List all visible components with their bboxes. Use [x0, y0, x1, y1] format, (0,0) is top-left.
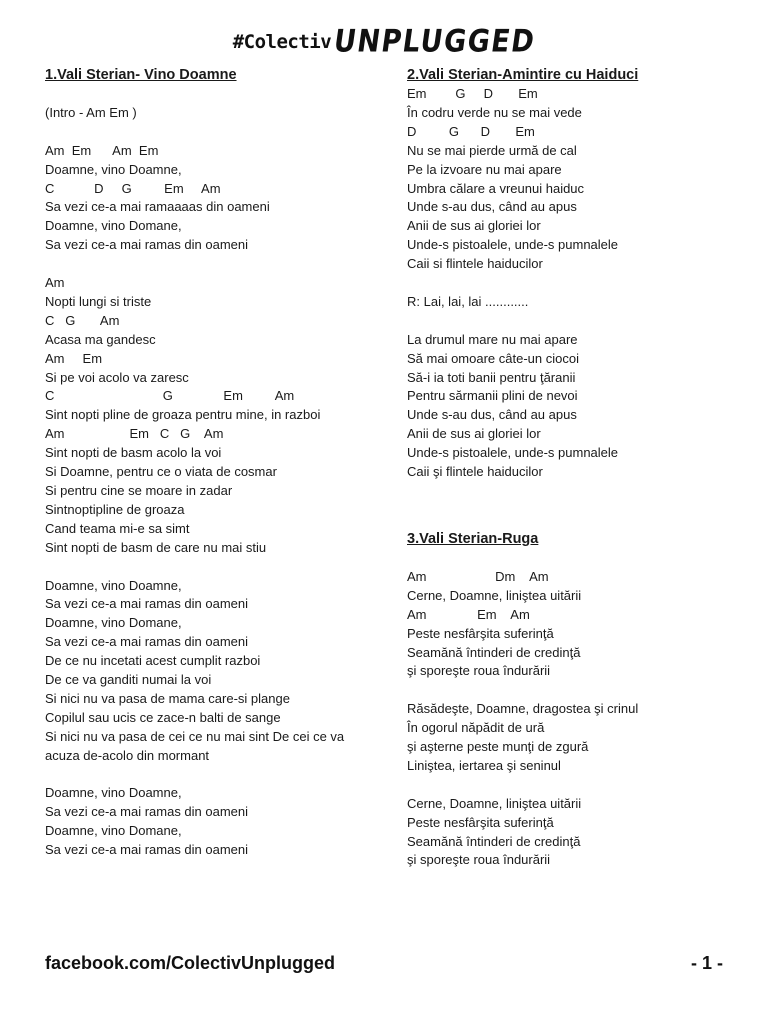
- lyric-line: De ce nu incetati acest cumplit razboi: [45, 653, 261, 669]
- lyric-line: Am Em: [45, 350, 103, 366]
- song-title: 1.Vali Sterian- Vino Doamne: [45, 67, 237, 83]
- song-title: 2.Vali Sterian-Amintire cu Haiduci: [407, 67, 639, 83]
- lyric-line: Unde s-au dus, când au apus: [407, 199, 577, 215]
- lyric-line: Acasa ma gandesc: [45, 331, 156, 347]
- logo-hash-text: #Colectiv: [232, 30, 332, 53]
- lyric-line: Pentru sărmanii plini de nevoi: [407, 388, 578, 404]
- lyric-line: Sintnoptipline de groaza: [45, 501, 185, 517]
- lyric-line: În ogorul năpădit de ură: [407, 720, 545, 736]
- lyric-line: şi aşterne peste munţi de zgură: [407, 739, 589, 755]
- lyric-line: Peste nesfârşita suferinţă: [407, 625, 554, 641]
- song-title: 3.Vali Sterian-Ruga: [407, 531, 539, 547]
- lyric-line: Sa vezi ce-a mai ramas din oameni: [45, 804, 249, 820]
- lyric-line: Sa vezi ce-a mai ramas din oameni: [45, 596, 249, 612]
- lyric-line: Sint nopti pline de groaza pentru mine, in razboi: [45, 407, 321, 423]
- song-lyrics: [407, 85, 727, 482]
- lyric-line: Liniştea, iertarea şi seninul: [407, 757, 561, 773]
- lyric-line: Sa vezi ce-a mai ramas din oameni: [45, 842, 249, 858]
- lyric-line: şi sporeşte roua îndurării: [407, 852, 551, 868]
- lyric-line: Sint nopti de basm acolo la voi: [45, 445, 222, 461]
- lyric-line: [407, 681, 727, 700]
- lyric-line: C G Em Am: [45, 388, 295, 404]
- lyric-line: Cerne, Doamne, liniştea uitării: [407, 587, 582, 603]
- lyric-line: R: Lai, lai, lai ............: [407, 293, 529, 309]
- lyric-line: Să mai omoare câte-un ciocoi: [407, 350, 579, 366]
- lyric-line: La drumul mare nu mai apare: [407, 331, 578, 347]
- lyric-line: Doamne, vino Domane,: [45, 218, 182, 234]
- page-number: - 1 -: [690, 953, 723, 973]
- lyric-line: Doamne, vino Domane,: [45, 615, 182, 631]
- lyric-line: [45, 123, 363, 142]
- lyric-line: Doamne, vino Doamne,: [45, 785, 182, 801]
- lyric-line: Nopti lungi si triste: [45, 293, 152, 309]
- page-header: [0, 23, 768, 60]
- lyric-line: [407, 549, 727, 568]
- lyric-line: Am Dm Am: [407, 568, 549, 584]
- lyric-line: Nu se mai pierde urmă de cal: [407, 142, 577, 158]
- lyric-line: Unde-s pistoalele, unde-s pumnalele: [407, 237, 619, 253]
- song-3: [407, 530, 727, 870]
- lyric-line: Seamănă întinderi de credinţă: [407, 833, 581, 849]
- lyric-line: Si Doamne, pentru ce o viata de cosmar: [45, 464, 277, 480]
- lyric-line: [45, 558, 363, 577]
- song-2: [407, 66, 727, 482]
- lyric-line: C G Am: [45, 312, 120, 328]
- lyric-line: Em G D Em: [407, 86, 538, 101]
- lyric-line: Unde s-au dus, când au apus: [407, 407, 577, 423]
- lyric-line: Am Em Am: [407, 606, 530, 622]
- lyric-line: (Intro - Am Em ): [45, 104, 137, 120]
- lyric-line: [407, 312, 727, 331]
- lyric-line: D G D Em: [407, 123, 535, 139]
- lyric-line: Seamănă întinderi de credinţă: [407, 644, 581, 660]
- lyric-line: Doamne, vino Doamne,: [45, 161, 182, 177]
- left-column: [45, 66, 363, 860]
- lyric-line: Anii de sus ai gloriei lor: [407, 426, 541, 442]
- lyric-line: De ce va ganditi numai la voi: [45, 672, 212, 688]
- lyric-line: Cerne, Doamne, liniştea uitării: [407, 795, 582, 811]
- lyric-line: Să-i ia toti banii pentru ţăranii: [407, 369, 576, 385]
- lyric-line: Am: [45, 275, 65, 291]
- lyric-line: Si pe voi acolo va zaresc: [45, 369, 189, 385]
- lyric-line: Doamne, vino Domane,: [45, 823, 182, 839]
- lyric-line: Si pentru cine se moare in zadar: [45, 482, 233, 498]
- lyric-line: Si nici nu va pasa de cei ce nu mai sint De cei ce va acuza de-acolo din mormant: [45, 728, 348, 763]
- lyric-line: Umbra călare a vreunui haiduc: [407, 180, 585, 196]
- unplugged-logo: UNPLUGGED: [331, 23, 538, 60]
- lyric-line: [45, 85, 363, 104]
- lyric-line: Si nici nu va pasa de mama care-si plange: [45, 690, 290, 706]
- lyric-line: Sa vezi ce-a mai ramas din oameni: [45, 634, 249, 650]
- lyric-line: Cand teama mi-e sa simt: [45, 520, 190, 536]
- lyric-line: Caii si flintele haiducilor: [407, 256, 543, 272]
- facebook-link[interactable]: facebook.com/ColectivUnplugged: [45, 953, 336, 973]
- lyric-line: Caii şi flintele haiducilor: [407, 464, 543, 480]
- lyric-line: [45, 766, 363, 785]
- song-lyrics: [45, 85, 363, 860]
- lyric-line: Pe la izvoare nu mai apare: [407, 161, 562, 177]
- lyric-line: Am Em Am Em: [45, 142, 159, 158]
- lyric-line: [45, 255, 363, 274]
- lyric-line: Anii de sus ai gloriei lor: [407, 218, 541, 234]
- lyric-line: C D G Em Am: [45, 180, 221, 196]
- lyric-line: Doamne, vino Doamne,: [45, 577, 182, 593]
- lyric-line: Sa vezi ce-a mai ramaaaas din oameni: [45, 199, 270, 215]
- lyric-line: Unde-s pistoalele, unde-s pumnalele: [407, 445, 619, 461]
- lyric-line: Răsădeşte, Doamne, dragostea şi crinul: [407, 701, 639, 717]
- song-1: [45, 66, 363, 860]
- lyric-line: [407, 274, 727, 293]
- lyric-line: În codru verde nu se mai vede: [407, 104, 582, 120]
- right-column: [407, 66, 727, 870]
- lyric-line: Sint nopti de basm de care nu mai stiu: [45, 539, 267, 555]
- song-lyrics: [407, 549, 727, 870]
- lyric-line: Sa vezi ce-a mai ramas din oameni: [45, 237, 249, 253]
- lyric-line: şi sporeşte roua îndurării: [407, 663, 551, 679]
- lyric-line: Peste nesfârşita suferinţă: [407, 814, 554, 830]
- lyric-line: Copilul sau ucis ce zace-n balti de sange: [45, 709, 281, 725]
- lyric-line: Am Em C G Am: [45, 426, 224, 442]
- lyric-line: [407, 776, 727, 795]
